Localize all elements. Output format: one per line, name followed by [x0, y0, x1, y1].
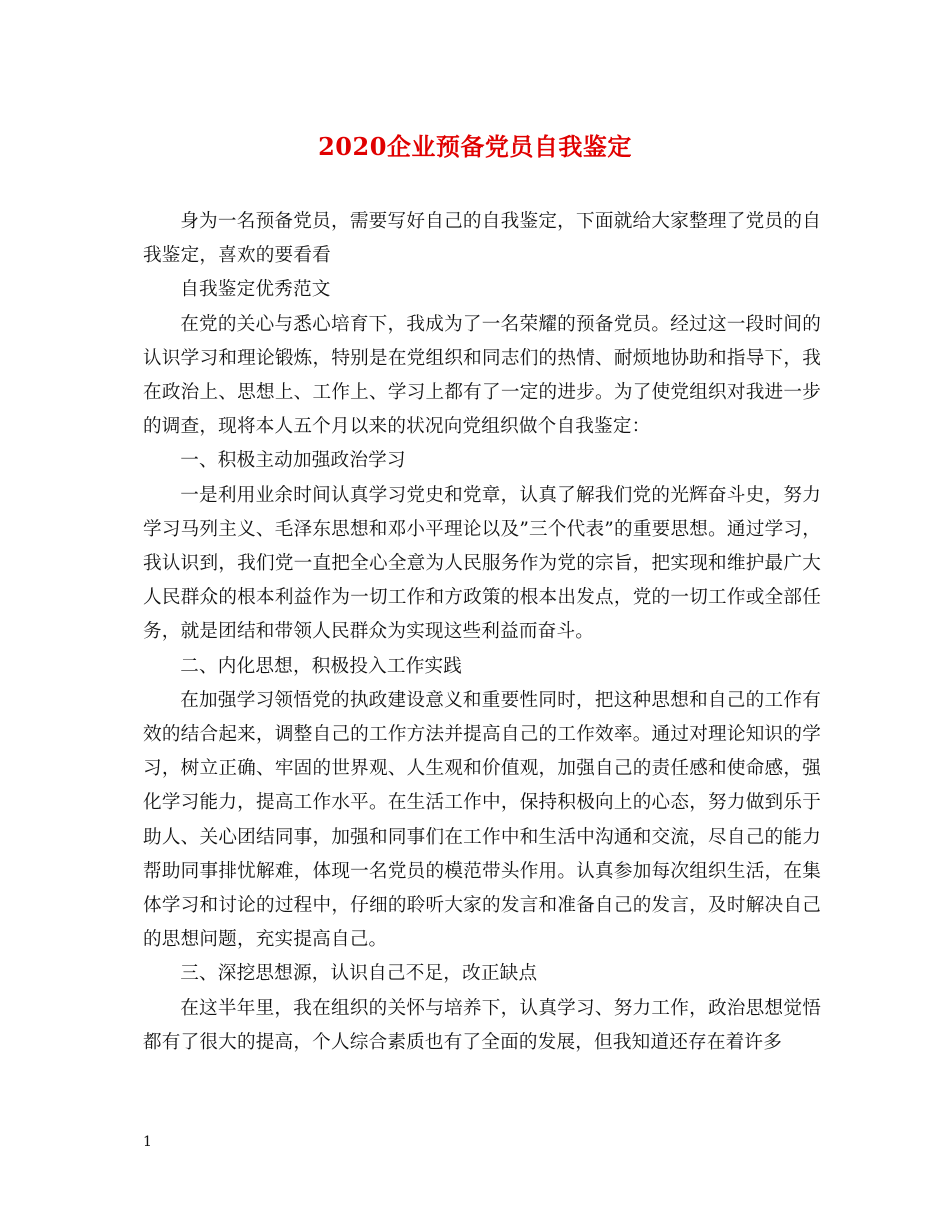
- document-body: [143, 205, 821, 1060]
- section-heading-3: 三、深挖思想源，认识自己不足，改正缺点: [180, 963, 538, 985]
- paragraph-subheading: 自我鉴定优秀范文: [180, 279, 331, 301]
- section-heading-2: 二、内化思想，积极投入工作实践: [180, 655, 463, 677]
- paragraph-intro: 身为一名预备党员，需要写好自己的自我鉴定，下面就给大家整理了党员的自我鉴定，喜欢的要看看: [143, 211, 821, 267]
- paragraph-section-3: 在这半年里，我在组织的关怀与培养下，认真学习、努力工作，政治思想觉悟都有了很大的提高，个人综合素质也有了全面的发展，但我知道还存在着许多: [143, 997, 821, 1053]
- section-heading-1: 一、积极主动加强政治学习: [180, 450, 406, 472]
- page-number: 1: [143, 1134, 152, 1150]
- paragraph-section-2: 在加强学习领悟党的执政建设意义和重要性同时，把这种思想和自己的工作有效的结合起来，调整自己的工作方法并提高自己的工作效率。通过对理论知识的学习，树立正确、牢固的世界观、人生观和价值观，加强自己的责任感和使命感，强化学习能力，提高工作水平。在生活工作中，保持积极向上的心态，努力做到乐于助人、关心团结同事，加强和同事们在工作中和生活中沟通和交流，尽自己的能力帮助同事排忧解难，体现一名党员的模范带头作用。认真参加每次组织生活，在集体学习和讨论的过程中，仔细的聆听大家的发言和准备自己的发言，及时解决自己的思想问题，充实提高自己。: [143, 689, 821, 951]
- paragraph-section-1: 一是利用业余时间认真学习党史和党章，认真了解我们党的光辉奋斗史，努力学习马列主义、毛泽东思想和邓小平理论以及”三个代表”的重要思想。通过学习，我认识到，我们党一直把全心全意为人民服务作为党的宗旨，把实现和维护最广大人民群众的根本利益作为一切工作和方政策的根本出发点，党的一切工作或全部任务，就是团结和带领人民群众为实现这些利益而奋斗。: [143, 484, 821, 643]
- paragraph-opening: 在党的关心与悉心培育下，我成为了一名荣耀的预备党员。经过这一段时间的认识学习和理论锻炼，特别是在党组织和同志们的热情、耐烦地协助和指导下，我在政治上、思想上、工作上、学习上都有了一定的进步。为了使党组织对我进一步的调查，现将本人五个月以来的状况向党组织做个自我鉴定：: [143, 313, 821, 438]
- document-title: 2020企业预备党员自我鉴定: [318, 132, 632, 161]
